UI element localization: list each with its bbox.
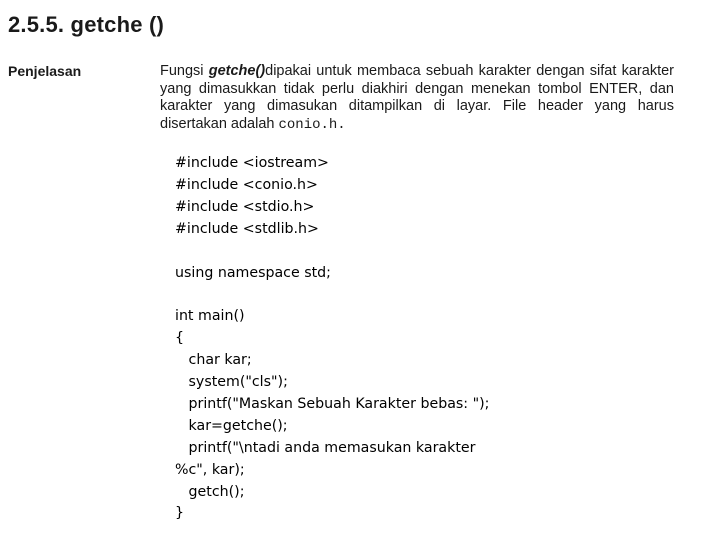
explanation-label: Penjelasan	[8, 63, 82, 79]
function-name: getche()	[208, 63, 266, 79]
code-line	[175, 284, 489, 306]
code-line: printf("\ntadi anda memasukan karakter	[175, 439, 476, 456]
code-line: char kar;	[175, 352, 252, 369]
code-line: using namespace std;	[175, 264, 331, 281]
code-line: getch();	[175, 483, 245, 500]
code-line: #include <stdio.h>	[175, 198, 315, 215]
section-heading: 2.5.5. getche ()	[8, 12, 165, 37]
code-line: #include <conio.h>	[175, 176, 318, 193]
code-line: system("cls");	[175, 374, 288, 391]
code-line: printf("Maskan Sebuah Karakter bebas: ");	[175, 395, 490, 412]
code-line: #include <iostream>	[175, 155, 329, 171]
explanation-paragraph	[160, 63, 674, 134]
code-line: int main()	[175, 308, 245, 325]
code-line: }	[175, 505, 185, 522]
code-line: kar=getche();	[175, 417, 288, 434]
code-line	[175, 241, 489, 263]
header-file-name: conio.h.	[278, 116, 346, 133]
code-line: %c", kar);	[175, 461, 245, 478]
code-listing	[175, 153, 489, 525]
code-line: #include <stdlib.h>	[175, 220, 319, 237]
explanation-intro: Fungsi	[160, 63, 209, 79]
explanation-body: dipakai untuk membaca sebuah karakter dengan sifat karakter yang dimasukkan tidak perlu diakhiri dengan menekan tombol ENTER, dan karakter yang dimasukan ditampilkan di layar. File header yang harus disertakan adalah	[160, 63, 674, 132]
code-line: {	[175, 330, 185, 347]
